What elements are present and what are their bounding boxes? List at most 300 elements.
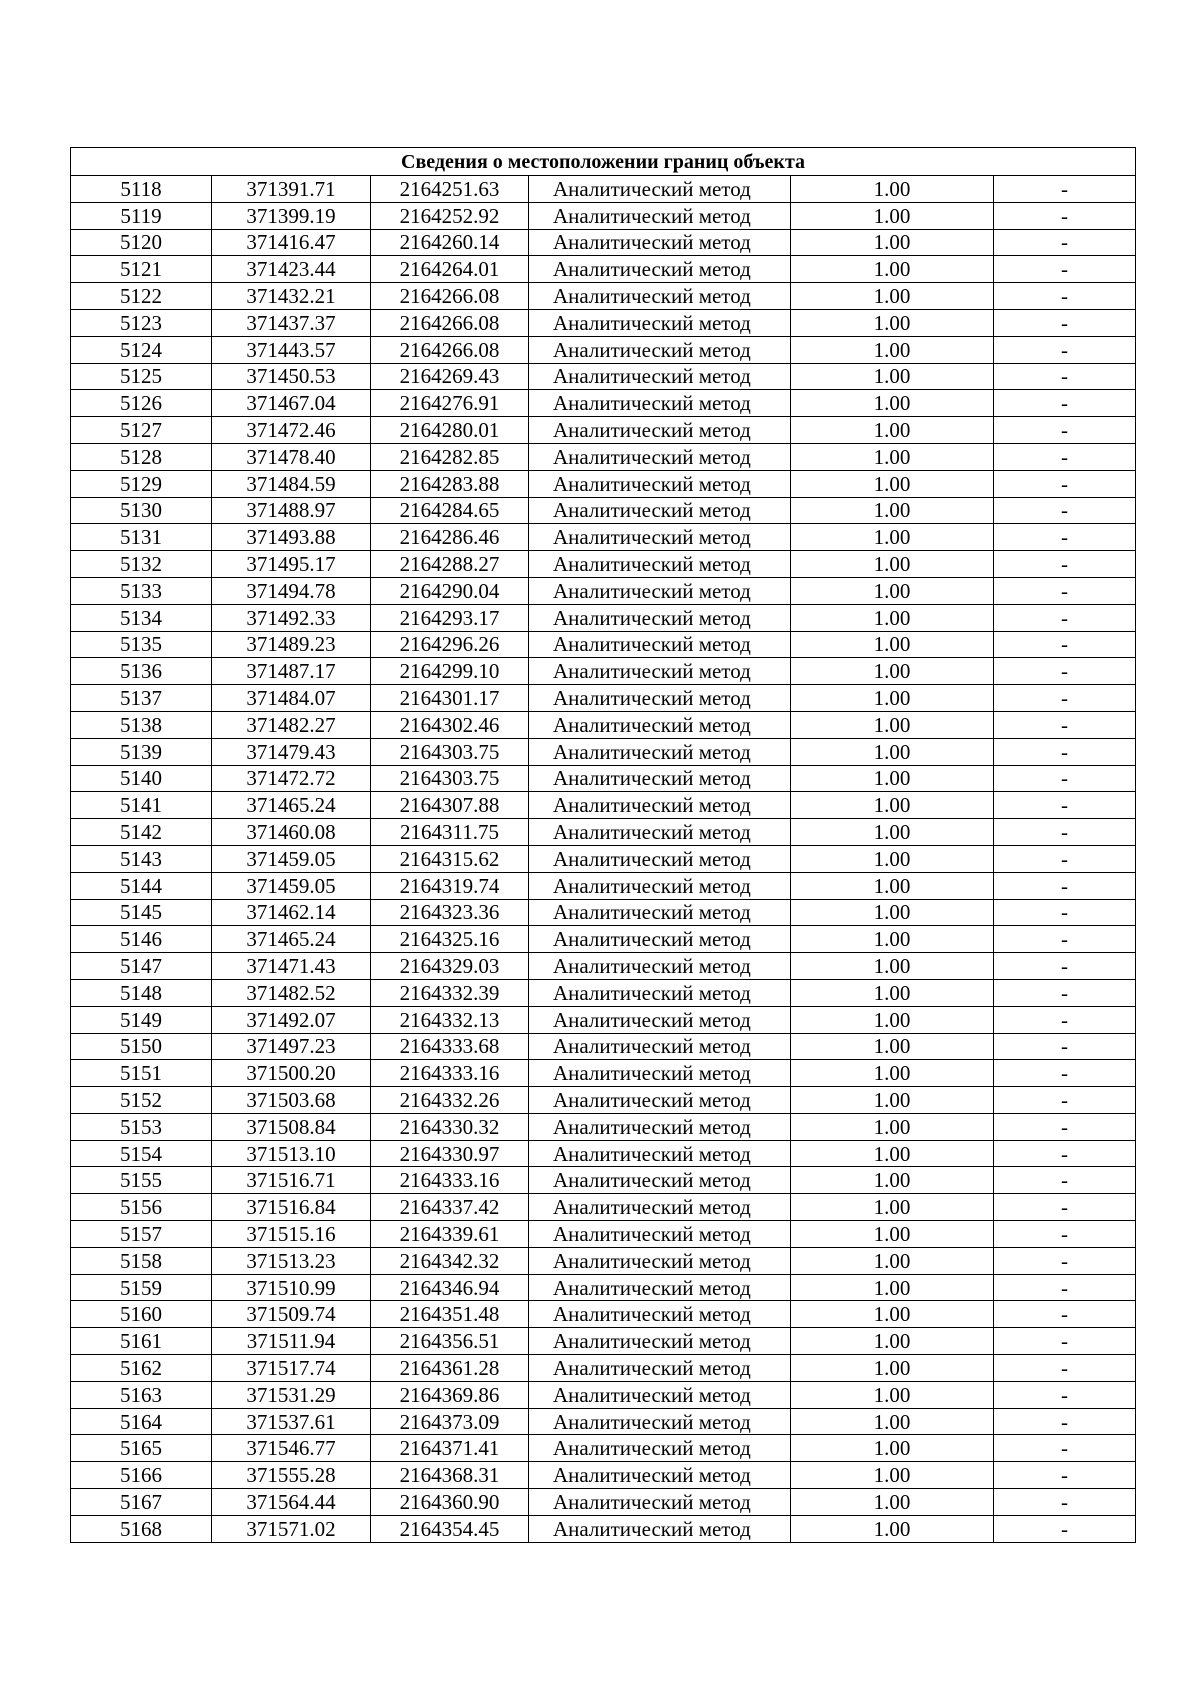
y-coordinate-cell: 2164339.61 [371,1221,529,1248]
accuracy-cell: 1.00 [791,1462,994,1489]
note-cell: - [994,1221,1136,1248]
accuracy-cell: 1.00 [791,1167,994,1194]
y-coordinate-cell: 2164342.32 [371,1247,529,1274]
point-number-cell: 5129 [71,470,212,497]
note-cell: - [994,417,1136,444]
x-coordinate-cell: 371492.33 [212,604,371,631]
y-coordinate-cell: 2164330.97 [371,1140,529,1167]
point-number-cell: 5138 [71,711,212,738]
accuracy-cell: 1.00 [791,604,994,631]
x-coordinate-cell: 371546.77 [212,1435,371,1462]
table-row [71,1221,1136,1248]
note-cell: - [994,390,1136,417]
y-coordinate-cell: 2164333.16 [371,1167,529,1194]
y-coordinate-cell: 2164269.43 [371,363,529,390]
point-number-cell: 5157 [71,1221,212,1248]
accuracy-cell: 1.00 [791,1194,994,1221]
boundary-coordinates-table [70,147,1136,1543]
point-number-cell: 5147 [71,953,212,980]
accuracy-cell: 1.00 [791,1301,994,1328]
note-cell: - [994,845,1136,872]
method-cell: Аналитический метод [529,711,791,738]
table-row [71,202,1136,229]
note-cell: - [994,1140,1136,1167]
accuracy-cell: 1.00 [791,497,994,524]
note-cell: - [994,1515,1136,1542]
x-coordinate-cell: 371489.23 [212,631,371,658]
point-number-cell: 5140 [71,765,212,792]
table-row [71,283,1136,310]
y-coordinate-cell: 2164290.04 [371,577,529,604]
point-number-cell: 5125 [71,363,212,390]
x-coordinate-cell: 371503.68 [212,1087,371,1114]
y-coordinate-cell: 2164332.13 [371,1006,529,1033]
method-cell: Аналитический метод [529,926,791,953]
table-row [71,658,1136,685]
method-cell: Аналитический метод [529,845,791,872]
note-cell: - [994,899,1136,926]
y-coordinate-cell: 2164333.68 [371,1033,529,1060]
note-cell: - [994,604,1136,631]
accuracy-cell: 1.00 [791,872,994,899]
point-number-cell: 5167 [71,1489,212,1516]
method-cell: Аналитический метод [529,1006,791,1033]
table-row [71,363,1136,390]
accuracy-cell: 1.00 [791,1113,994,1140]
table-row [71,1328,1136,1355]
point-number-cell: 5126 [71,390,212,417]
table-row [71,604,1136,631]
method-cell: Аналитический метод [529,1301,791,1328]
method-cell: Аналитический метод [529,309,791,336]
table-row [71,953,1136,980]
x-coordinate-cell: 371479.43 [212,738,371,765]
note-cell: - [994,1167,1136,1194]
point-number-cell: 5141 [71,792,212,819]
method-cell: Аналитический метод [529,1194,791,1221]
x-coordinate-cell: 371472.46 [212,417,371,444]
table-row [71,1113,1136,1140]
accuracy-cell: 1.00 [791,765,994,792]
table-row [71,1408,1136,1435]
point-number-cell: 5166 [71,1462,212,1489]
point-number-cell: 5160 [71,1301,212,1328]
note-cell: - [994,551,1136,578]
point-number-cell: 5146 [71,926,212,953]
note-cell: - [994,229,1136,256]
x-coordinate-cell: 371478.40 [212,443,371,470]
x-coordinate-cell: 371492.07 [212,1006,371,1033]
accuracy-cell: 1.00 [791,899,994,926]
point-number-cell: 5158 [71,1247,212,1274]
method-cell: Аналитический метод [529,202,791,229]
y-coordinate-cell: 2164276.91 [371,390,529,417]
note-cell: - [994,953,1136,980]
y-coordinate-cell: 2164260.14 [371,229,529,256]
y-coordinate-cell: 2164360.90 [371,1489,529,1516]
x-coordinate-cell: 371467.04 [212,390,371,417]
x-coordinate-cell: 371487.17 [212,658,371,685]
point-number-cell: 5122 [71,283,212,310]
point-number-cell: 5163 [71,1381,212,1408]
point-number-cell: 5121 [71,256,212,283]
y-coordinate-cell: 2164361.28 [371,1355,529,1382]
accuracy-cell: 1.00 [791,363,994,390]
x-coordinate-cell: 371516.71 [212,1167,371,1194]
method-cell: Аналитический метод [529,1247,791,1274]
x-coordinate-cell: 371517.74 [212,1355,371,1382]
method-cell: Аналитический метод [529,819,791,846]
x-coordinate-cell: 371494.78 [212,577,371,604]
y-coordinate-cell: 2164286.46 [371,524,529,551]
point-number-cell: 5142 [71,819,212,846]
note-cell: - [994,872,1136,899]
note-cell: - [994,1462,1136,1489]
note-cell: - [994,1435,1136,1462]
x-coordinate-cell: 371508.84 [212,1113,371,1140]
method-cell: Аналитический метод [529,765,791,792]
method-cell: Аналитический метод [529,792,791,819]
accuracy-cell: 1.00 [791,256,994,283]
table-row [71,497,1136,524]
point-number-cell: 5162 [71,1355,212,1382]
table-row [71,899,1136,926]
method-cell: Аналитический метод [529,551,791,578]
point-number-cell: 5151 [71,1060,212,1087]
y-coordinate-cell: 2164264.01 [371,256,529,283]
method-cell: Аналитический метод [529,1221,791,1248]
accuracy-cell: 1.00 [791,577,994,604]
method-cell: Аналитический метод [529,1274,791,1301]
point-number-cell: 5137 [71,685,212,712]
accuracy-cell: 1.00 [791,443,994,470]
point-number-cell: 5136 [71,658,212,685]
table-row [71,417,1136,444]
x-coordinate-cell: 371465.24 [212,792,371,819]
table-row [71,819,1136,846]
y-coordinate-cell: 2164296.26 [371,631,529,658]
x-coordinate-cell: 371432.21 [212,283,371,310]
method-cell: Аналитический метод [529,390,791,417]
y-coordinate-cell: 2164307.88 [371,792,529,819]
point-number-cell: 5165 [71,1435,212,1462]
accuracy-cell: 1.00 [791,926,994,953]
point-number-cell: 5135 [71,631,212,658]
accuracy-cell: 1.00 [791,658,994,685]
y-coordinate-cell: 2164288.27 [371,551,529,578]
x-coordinate-cell: 371500.20 [212,1060,371,1087]
method-cell: Аналитический метод [529,229,791,256]
x-coordinate-cell: 371509.74 [212,1301,371,1328]
table-row [71,551,1136,578]
method-cell: Аналитический метод [529,1355,791,1382]
x-coordinate-cell: 371450.53 [212,363,371,390]
table-row [71,1301,1136,1328]
note-cell: - [994,283,1136,310]
note-cell: - [994,336,1136,363]
table-row [71,309,1136,336]
accuracy-cell: 1.00 [791,792,994,819]
x-coordinate-cell: 371465.24 [212,926,371,953]
y-coordinate-cell: 2164280.01 [371,417,529,444]
method-cell: Аналитический метод [529,524,791,551]
point-number-cell: 5159 [71,1274,212,1301]
table-row [71,176,1136,203]
y-coordinate-cell: 2164371.41 [371,1435,529,1462]
y-coordinate-cell: 2164252.92 [371,202,529,229]
y-coordinate-cell: 2164299.10 [371,658,529,685]
table-caption-row [71,148,1136,176]
accuracy-cell: 1.00 [791,229,994,256]
method-cell: Аналитический метод [529,1489,791,1516]
note-cell: - [994,309,1136,336]
x-coordinate-cell: 371484.59 [212,470,371,497]
x-coordinate-cell: 371399.19 [212,202,371,229]
x-coordinate-cell: 371564.44 [212,1489,371,1516]
method-cell: Аналитический метод [529,685,791,712]
table-row [71,711,1136,738]
note-cell: - [994,711,1136,738]
method-cell: Аналитический метод [529,738,791,765]
method-cell: Аналитический метод [529,1113,791,1140]
accuracy-cell: 1.00 [791,1355,994,1382]
x-coordinate-cell: 371571.02 [212,1515,371,1542]
x-coordinate-cell: 371459.05 [212,845,371,872]
x-coordinate-cell: 371437.37 [212,309,371,336]
y-coordinate-cell: 2164332.26 [371,1087,529,1114]
x-coordinate-cell: 371460.08 [212,819,371,846]
y-coordinate-cell: 2164284.65 [371,497,529,524]
accuracy-cell: 1.00 [791,1247,994,1274]
note-cell: - [994,202,1136,229]
table-row [71,765,1136,792]
y-coordinate-cell: 2164266.08 [371,283,529,310]
table-row [71,1167,1136,1194]
method-cell: Аналитический метод [529,1462,791,1489]
point-number-cell: 5144 [71,872,212,899]
table-row [71,926,1136,953]
y-coordinate-cell: 2164323.36 [371,899,529,926]
x-coordinate-cell: 371484.07 [212,685,371,712]
method-cell: Аналитический метод [529,953,791,980]
table-row [71,524,1136,551]
x-coordinate-cell: 371497.23 [212,1033,371,1060]
accuracy-cell: 1.00 [791,309,994,336]
note-cell: - [994,1033,1136,1060]
method-cell: Аналитический метод [529,1435,791,1462]
accuracy-cell: 1.00 [791,1515,994,1542]
point-number-cell: 5148 [71,979,212,1006]
y-coordinate-cell: 2164332.39 [371,979,529,1006]
accuracy-cell: 1.00 [791,1328,994,1355]
point-number-cell: 5143 [71,845,212,872]
note-cell: - [994,631,1136,658]
method-cell: Аналитический метод [529,1408,791,1435]
table-row [71,979,1136,1006]
accuracy-cell: 1.00 [791,1221,994,1248]
point-number-cell: 5139 [71,738,212,765]
y-coordinate-cell: 2164337.42 [371,1194,529,1221]
y-coordinate-cell: 2164302.46 [371,711,529,738]
x-coordinate-cell: 371443.57 [212,336,371,363]
y-coordinate-cell: 2164303.75 [371,765,529,792]
method-cell: Аналитический метод [529,577,791,604]
x-coordinate-cell: 371515.16 [212,1221,371,1248]
method-cell: Аналитический метод [529,658,791,685]
point-number-cell: 5152 [71,1087,212,1114]
x-coordinate-cell: 371495.17 [212,551,371,578]
method-cell: Аналитический метод [529,631,791,658]
point-number-cell: 5130 [71,497,212,524]
accuracy-cell: 1.00 [791,1274,994,1301]
table-caption: Сведения о местоположении границ объекта [71,148,1136,176]
accuracy-cell: 1.00 [791,202,994,229]
point-number-cell: 5149 [71,1006,212,1033]
note-cell: - [994,256,1136,283]
y-coordinate-cell: 2164369.86 [371,1381,529,1408]
point-number-cell: 5119 [71,202,212,229]
x-coordinate-cell: 371423.44 [212,256,371,283]
y-coordinate-cell: 2164346.94 [371,1274,529,1301]
point-number-cell: 5145 [71,899,212,926]
accuracy-cell: 1.00 [791,1060,994,1087]
note-cell: - [994,792,1136,819]
point-number-cell: 5123 [71,309,212,336]
y-coordinate-cell: 2164333.16 [371,1060,529,1087]
point-number-cell: 5131 [71,524,212,551]
y-coordinate-cell: 2164266.08 [371,309,529,336]
note-cell: - [994,819,1136,846]
note-cell: - [994,363,1136,390]
note-cell: - [994,1328,1136,1355]
method-cell: Аналитический метод [529,1087,791,1114]
table-row [71,792,1136,819]
note-cell: - [994,1087,1136,1114]
accuracy-cell: 1.00 [791,1033,994,1060]
table-row [71,1247,1136,1274]
y-coordinate-cell: 2164251.63 [371,176,529,203]
method-cell: Аналитический метод [529,176,791,203]
point-number-cell: 5132 [71,551,212,578]
y-coordinate-cell: 2164351.48 [371,1301,529,1328]
x-coordinate-cell: 371462.14 [212,899,371,926]
table-row [71,256,1136,283]
table-row [71,1489,1136,1516]
point-number-cell: 5153 [71,1113,212,1140]
method-cell: Аналитический метод [529,1060,791,1087]
method-cell: Аналитический метод [529,417,791,444]
method-cell: Аналитический метод [529,1167,791,1194]
note-cell: - [994,765,1136,792]
table-row [71,872,1136,899]
x-coordinate-cell: 371493.88 [212,524,371,551]
method-cell: Аналитический метод [529,1033,791,1060]
y-coordinate-cell: 2164303.75 [371,738,529,765]
table-row [71,1006,1136,1033]
accuracy-cell: 1.00 [791,336,994,363]
x-coordinate-cell: 371459.05 [212,872,371,899]
note-cell: - [994,738,1136,765]
note-cell: - [994,1274,1136,1301]
table-row [71,577,1136,604]
accuracy-cell: 1.00 [791,1381,994,1408]
accuracy-cell: 1.00 [791,845,994,872]
method-cell: Аналитический метод [529,470,791,497]
table-row [71,229,1136,256]
accuracy-cell: 1.00 [791,1489,994,1516]
y-coordinate-cell: 2164373.09 [371,1408,529,1435]
accuracy-cell: 1.00 [791,390,994,417]
table-row [71,1435,1136,1462]
note-cell: - [994,685,1136,712]
accuracy-cell: 1.00 [791,417,994,444]
point-number-cell: 5124 [71,336,212,363]
point-number-cell: 5150 [71,1033,212,1060]
accuracy-cell: 1.00 [791,631,994,658]
table-row [71,336,1136,363]
point-number-cell: 5128 [71,443,212,470]
x-coordinate-cell: 371391.71 [212,176,371,203]
point-number-cell: 5161 [71,1328,212,1355]
table-row [71,631,1136,658]
y-coordinate-cell: 2164354.45 [371,1515,529,1542]
method-cell: Аналитический метод [529,1328,791,1355]
table-row [71,1274,1136,1301]
accuracy-cell: 1.00 [791,283,994,310]
x-coordinate-cell: 371513.23 [212,1247,371,1274]
y-coordinate-cell: 2164311.75 [371,819,529,846]
x-coordinate-cell: 371555.28 [212,1462,371,1489]
method-cell: Аналитический метод [529,1381,791,1408]
x-coordinate-cell: 371471.43 [212,953,371,980]
table-row [71,1194,1136,1221]
table-row [71,1515,1136,1542]
method-cell: Аналитический метод [529,872,791,899]
method-cell: Аналитический метод [529,443,791,470]
method-cell: Аналитический метод [529,363,791,390]
accuracy-cell: 1.00 [791,1435,994,1462]
accuracy-cell: 1.00 [791,176,994,203]
note-cell: - [994,1408,1136,1435]
note-cell: - [994,497,1136,524]
accuracy-cell: 1.00 [791,1006,994,1033]
table-row [71,845,1136,872]
note-cell: - [994,176,1136,203]
x-coordinate-cell: 371488.97 [212,497,371,524]
table-row [71,1462,1136,1489]
x-coordinate-cell: 371472.72 [212,765,371,792]
accuracy-cell: 1.00 [791,738,994,765]
accuracy-cell: 1.00 [791,979,994,1006]
point-number-cell: 5164 [71,1408,212,1435]
accuracy-cell: 1.00 [791,470,994,497]
y-coordinate-cell: 2164368.31 [371,1462,529,1489]
point-number-cell: 5134 [71,604,212,631]
note-cell: - [994,1301,1136,1328]
table-row [71,1355,1136,1382]
y-coordinate-cell: 2164301.17 [371,685,529,712]
y-coordinate-cell: 2164315.62 [371,845,529,872]
x-coordinate-cell: 371513.10 [212,1140,371,1167]
accuracy-cell: 1.00 [791,953,994,980]
note-cell: - [994,979,1136,1006]
point-number-cell: 5118 [71,176,212,203]
note-cell: - [994,1006,1136,1033]
accuracy-cell: 1.00 [791,1408,994,1435]
table-row [71,1087,1136,1114]
note-cell: - [994,524,1136,551]
table-row [71,1033,1136,1060]
